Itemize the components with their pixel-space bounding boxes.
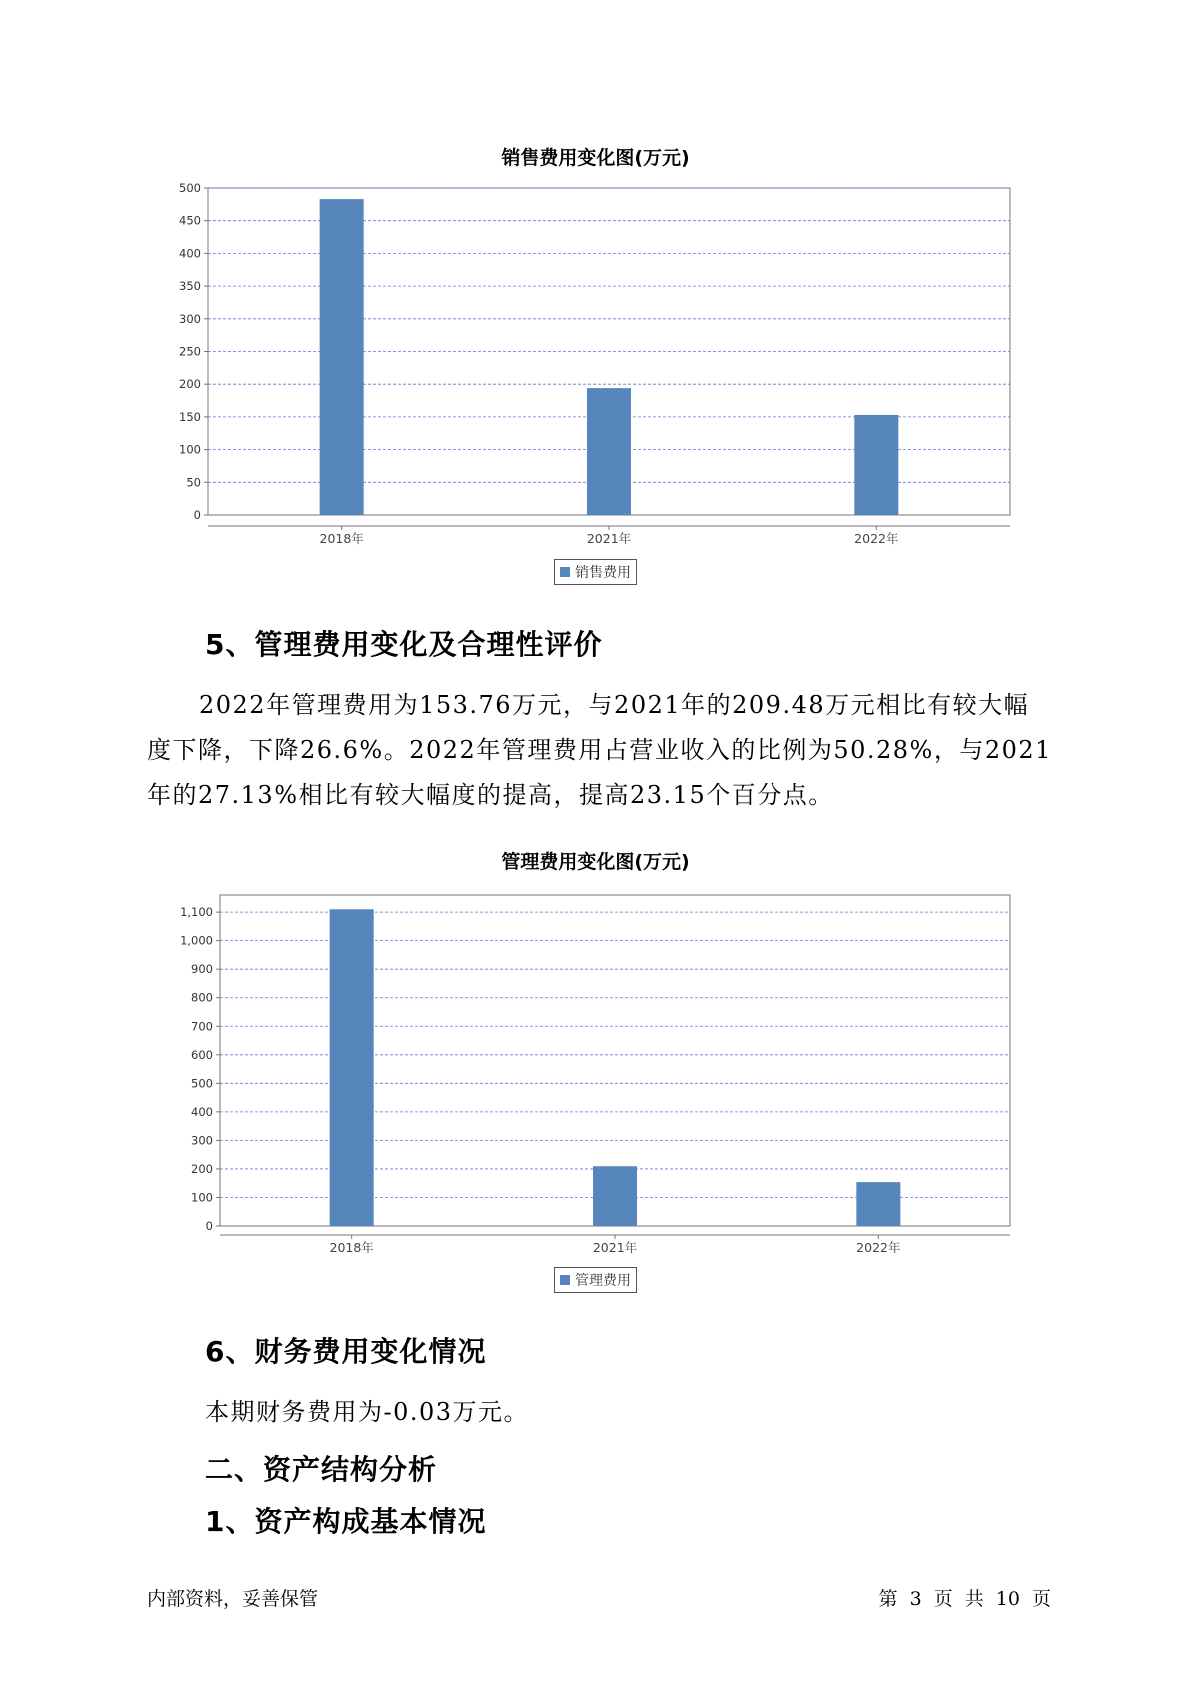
y-tick-label: 200 [191,1161,213,1176]
section5-text: 2022年管理费用为153.76万元，与2021年的209.48万元相比有较大幅度下降，下降26.6%。2022年管理费用占营业收入的比例为50.28%，与2021年的27.13%相比有较大幅度的提高，提高23.15个百分点。 [147,691,1052,809]
y-tick-label: 400 [191,1104,213,1119]
y-tick-label: 0 [205,1219,213,1233]
y-tick-label: 500 [191,1076,213,1091]
chart1-plot [0,180,1191,550]
section5-paragraph [147,683,1052,818]
chart1-legend [554,559,637,585]
y-tick-label: 350 [179,279,201,294]
y-tick-label: 1,000 [180,933,213,948]
section5-heading: 5、管理费用变化及合理性评价 [205,628,603,661]
y-tick-label: 500 [179,181,201,195]
y-tick-label: 800 [191,990,213,1005]
bar [593,1166,637,1226]
y-tick-label: 250 [179,344,201,359]
section6-paragraph: 本期财务费用为-0.03万元。 [205,1398,530,1426]
legend-swatch-icon [560,1275,570,1285]
part2-subheading: 1、资产构成基本情况 [205,1505,487,1538]
y-tick-label: 400 [179,246,201,261]
x-tick-label: 2021年 [592,1240,638,1255]
y-tick-label: 100 [179,442,201,457]
bar [330,909,374,1226]
y-tick-label: 150 [179,409,201,424]
x-tick-label: 2018年 [319,531,364,546]
x-tick-label: 2022年 [854,531,899,546]
y-tick-label: 600 [191,1047,213,1062]
bar [854,415,898,515]
bar [856,1182,900,1226]
chart2-legend-label: 管理费用 [575,1273,631,1289]
y-tick-label: 700 [191,1019,213,1034]
y-tick-label: 1,100 [180,905,213,920]
chart2-legend [554,1267,637,1293]
x-tick-label: 2018年 [329,1240,374,1255]
y-tick-label: 50 [186,475,201,490]
y-tick-label: 900 [191,962,213,977]
bar [320,199,364,515]
y-tick-label: 450 [179,213,201,228]
y-tick-label: 100 [191,1190,213,1205]
chart1-legend-label: 销售费用 [575,565,631,581]
chart2-plot [0,885,1191,1255]
y-tick-label: 200 [179,377,201,392]
y-tick-label: 0 [193,508,201,522]
y-tick-label: 300 [191,1133,213,1148]
footer-page-number: 第 3 页 共 10 页 [878,1588,1051,1610]
section6-heading: 6、财务费用变化情况 [205,1335,487,1368]
footer-confidential: 内部资料，妥善保管 [147,1588,319,1610]
bar [587,388,631,515]
part2-heading: 二、资产结构分析 [205,1453,438,1486]
y-tick-label: 300 [179,311,201,326]
x-tick-label: 2021年 [586,531,632,546]
chart1-title: 销售费用变化图(万元) [501,147,690,169]
x-tick-label: 2022年 [856,1240,901,1255]
chart2-title: 管理费用变化图(万元) [501,851,690,873]
legend-swatch-icon [560,567,570,577]
